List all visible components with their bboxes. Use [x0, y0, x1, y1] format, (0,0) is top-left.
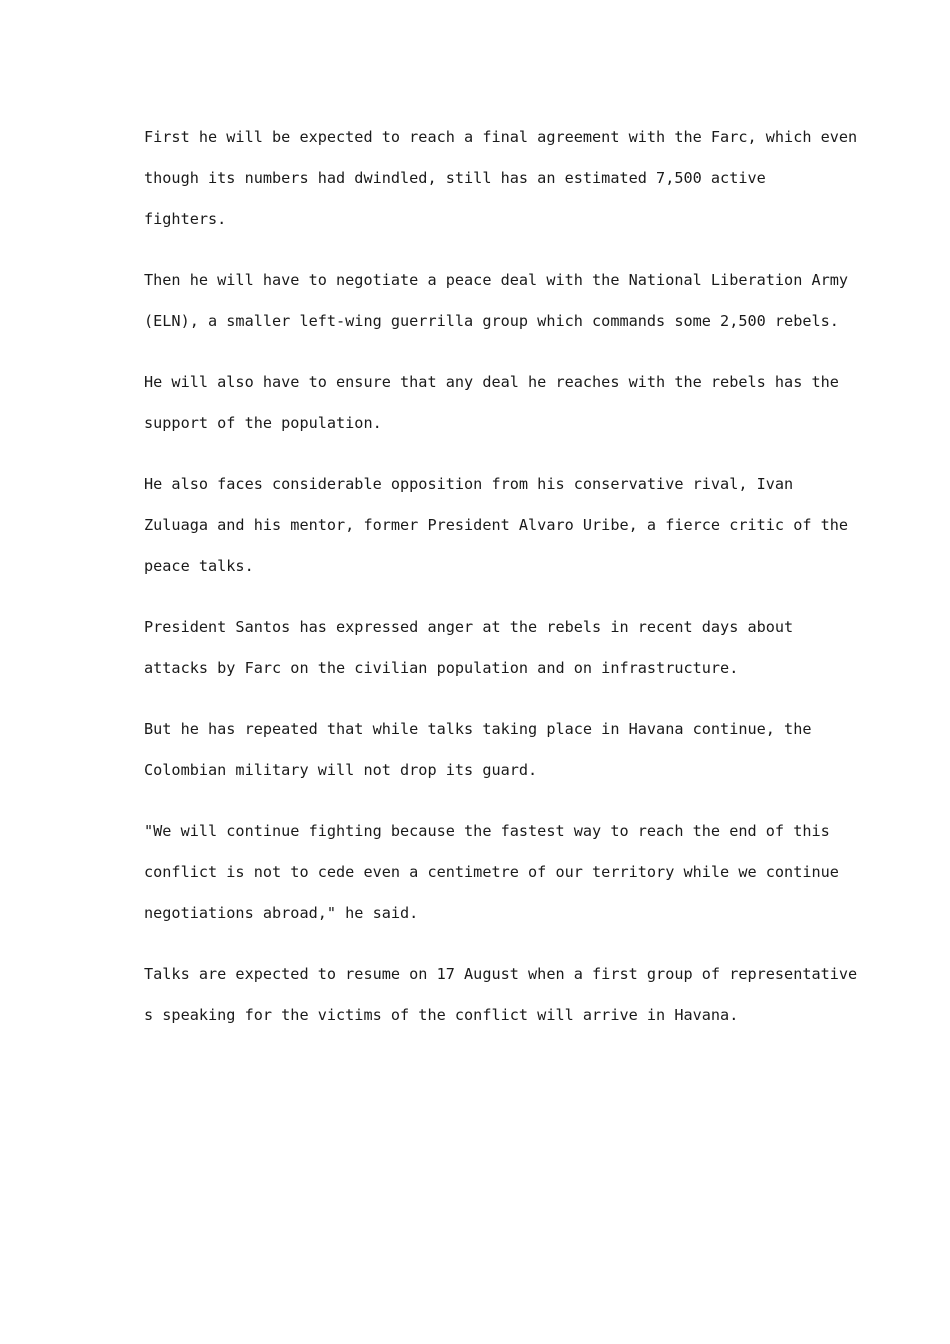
text-line: conflict is not to cede even a centimetre of our territory while we continue	[144, 863, 839, 881]
text-line: peace talks.	[144, 557, 254, 575]
article-body	[144, 117, 858, 1056]
text-line: Zuluaga and his mentor, former President Alvaro Uribe, a fierce critic of the	[144, 516, 849, 534]
text-line: "We will continue fighting because the fastest way to reach the end of this	[144, 822, 830, 840]
paragraph-6	[144, 709, 824, 791]
paragraph-5	[144, 607, 824, 689]
paragraph-2	[144, 260, 849, 342]
text-line: Colombian military will not drop its guard.	[144, 761, 538, 779]
text-line: Talks are expected to resume on 17 August when a first group of representative	[144, 965, 858, 983]
paragraph-1	[144, 117, 858, 240]
text-line: attacks by Farc on the civilian population and on infrastructure.	[144, 659, 739, 677]
text-line: But he has repeated that while talks taking place in Havana continue, the	[144, 720, 812, 738]
paragraph-8	[144, 954, 858, 1036]
text-line: s speaking for the victims of the conflict will arrive in Havana.	[144, 1006, 739, 1024]
text-line: (ELN), a smaller left-wing guerrilla group which commands some 2,500 rebels.	[144, 312, 839, 330]
paragraph-4	[144, 464, 849, 587]
text-line: Then he will have to negotiate a peace deal with the National Liberation Army	[144, 271, 849, 289]
paragraph-7	[144, 811, 839, 934]
text-line: fighters.	[144, 210, 227, 228]
text-line: First he will be expected to reach a final agreement with the Farc, which even	[144, 128, 858, 146]
text-line: He will also have to ensure that any deal he reaches with the rebels has the	[144, 373, 839, 391]
text-line: President Santos has expressed anger at the rebels in recent days about	[144, 618, 794, 636]
text-line: support of the population.	[144, 414, 382, 432]
text-line: negotiations abroad," he said.	[144, 904, 419, 922]
paragraph-3	[144, 362, 839, 444]
text-line: though its numbers had dwindled, still has an estimated 7,500 active	[144, 169, 766, 187]
text-line: He also faces considerable opposition from his conservative rival, Ivan	[144, 475, 794, 493]
